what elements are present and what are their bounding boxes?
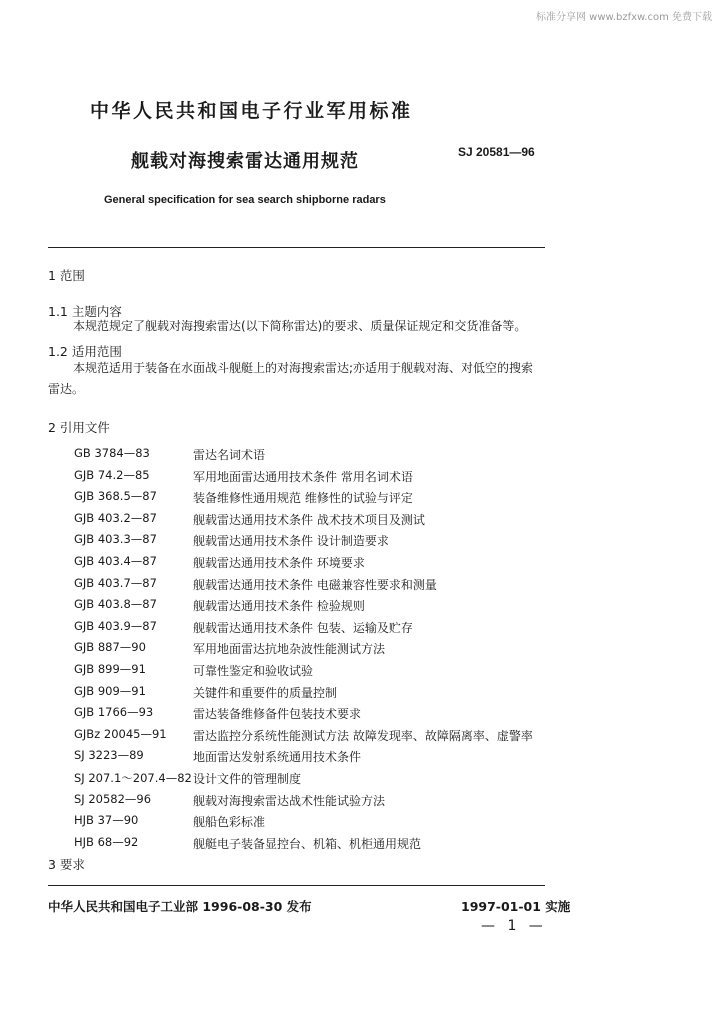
section-1-2-text: 本规范适用于装备在水面战斗舰艇上的对海搜索雷达;亦适用于舰载对海、对低空的搜索雷达。 [48,361,534,396]
reference-title: 装备维修性通用规范 维修性的试验与评定 [193,491,413,506]
standard-title: 舰载对海搜索雷达通用规范 [131,151,359,172]
reference-code: GJB 1766—93 [74,705,154,720]
footer-divider [48,885,545,886]
reference-title: 舰载雷达通用技术条件 设计制造要求 [193,534,389,549]
section-2-heading: 2 引用文件 [48,420,110,435]
reference-title: 舰载雷达通用技术条件 战术技术项目及测试 [193,512,425,527]
reference-code: GJB 74.2—85 [74,467,150,482]
header-divider [48,247,545,248]
reference-title: 舰载对海搜索雷达战术性能试验方法 [193,793,386,808]
page-number: — 1 — [481,918,547,934]
issue-date: 中华人民共和国电子工业部 1996-08-30 发布 [48,899,312,914]
reference-title: 舰载雷达通用技术条件 检验规则 [193,599,365,614]
standard-code: SJ 20581—96 [458,145,535,159]
reference-code: GB 3784—83 [74,446,150,460]
reference-code: SJ 207.1～207.4—82 [74,771,192,785]
section-1-1-heading: 1.1 主题内容 [48,304,122,319]
section-1-heading: 1 范围 [48,268,85,283]
reference-title: 雷达装备维修备件包装技术要求 [193,707,362,722]
reference-title: 关键件和重要件的质量控制 [193,685,338,700]
reference-code: HJB 68—92 [74,834,139,849]
reference-code: GJB 403.3—87 [74,532,157,547]
reference-code: GJB 403.2—87 [74,510,157,525]
reference-title: 军用地面雷达通用技术条件 常用名词术语 [193,469,413,484]
reference-code: GJB 899—91 [74,662,146,676]
reference-title: 舰载雷达通用技术条件 电磁兼容性要求和测量 [193,577,437,592]
section-1-1-text: 本规范规定了舰载对海搜索雷达(以下简称雷达)的要求、质量保证规定和交货准备等。 [73,319,527,333]
reference-title: 舰载雷达通用技术条件 包装、运输及贮存 [193,620,413,635]
reference-title: 舰船色彩标准 [193,815,266,830]
reference-title: 雷达名词术语 [193,448,266,462]
section-3-heading: 3 要求 [48,857,85,872]
reference-code: SJ 20582—96 [74,791,152,806]
reference-code: GJB 909—91 [74,683,146,698]
watermark: 标准分享网 www.bzfxw.com 免费下载 [536,12,712,23]
reference-title: 地面雷达发射系统通用技术条件 [193,750,362,765]
reference-title: 雷达监控分系统性能测试方法 故障发现率、故障隔离率、虚警率 [193,728,533,743]
reference-title: 可靠性鉴定和验收试验 [193,664,314,678]
reference-code: GJB 403.8—87 [74,597,157,612]
reference-title: 军用地面雷达抗地杂波性能测试方法 [193,642,386,657]
reference-code: SJ 3223—89 [74,748,144,763]
effective-date: 1997-01-01 实施 [461,899,571,914]
reference-code: GJB 403.7—87 [74,575,157,590]
reference-code: HJB 37—90 [74,813,139,828]
reference-code: GJBz 20045—91 [74,726,167,741]
reference-title: 舰艇电子装备显控台、机箱、机柜通用规范 [193,836,422,851]
reference-code: GJB 368.5—87 [74,489,157,504]
section-1-2-heading: 1.2 适用范围 [48,344,122,359]
reference-code: GJB 403.4—87 [74,554,157,568]
reference-code: GJB 403.9—87 [74,618,157,633]
reference-title: 舰载雷达通用技术条件 环境要求 [193,556,365,570]
english-title: General specification for sea search shipborne radars [104,194,386,206]
reference-code: GJB 887—90 [74,640,146,655]
reference-title: 设计文件的管理制度 [193,772,302,786]
issuer-title: 中华人民共和国电子行业军用标准 [90,100,413,122]
